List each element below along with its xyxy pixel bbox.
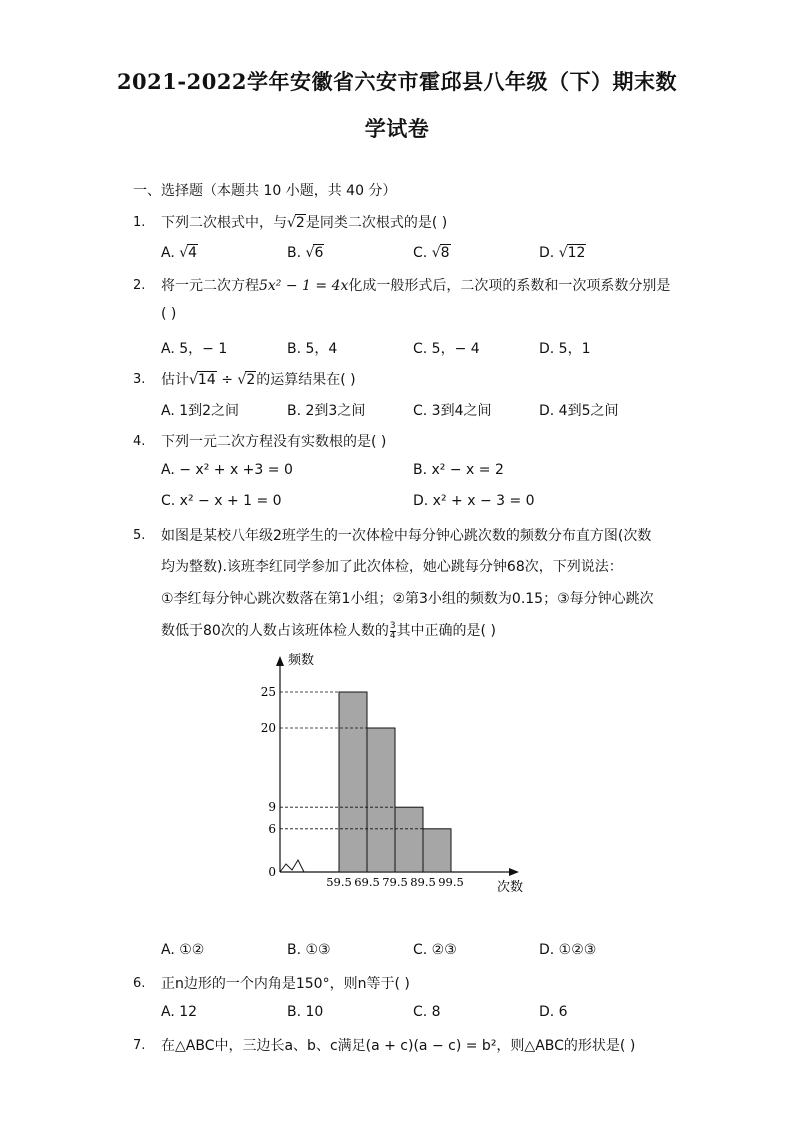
question-6-text: 正n边形的一个内角是150°，则n等于( ) bbox=[161, 976, 410, 992]
x-tick-label: 59.5 bbox=[326, 875, 352, 889]
question-number: 6. bbox=[133, 976, 146, 991]
question-2-blank: ( ) bbox=[161, 306, 177, 322]
histogram-bar bbox=[367, 728, 395, 872]
option-b[interactable]: B. √6 bbox=[287, 245, 324, 261]
question-5-line2: 均为整数).该班李红同学参加了此次体检，她心跳每分钟68次，下列说法： bbox=[161, 559, 623, 575]
question-2-text: 将一元二次方程5x² − 1 = 4x化成一般形式后，二次项的系数和一次项系数分别是 bbox=[161, 278, 671, 294]
option-b[interactable]: B. 10 bbox=[287, 1004, 324, 1020]
option-a[interactable]: A. ①② bbox=[161, 942, 205, 958]
option-d[interactable]: D. 5，1 bbox=[539, 341, 591, 357]
equation: 5x² − 1 = 4x bbox=[259, 278, 349, 294]
y-axis-label: 频数 bbox=[288, 653, 315, 668]
y-tick-label: 9 bbox=[268, 800, 276, 815]
option-c[interactable]: C. ②③ bbox=[413, 942, 457, 958]
x-axis-arrow bbox=[509, 868, 519, 876]
question-number: 2. bbox=[133, 278, 146, 293]
question-number: 3. bbox=[133, 372, 146, 387]
option-c[interactable]: C. x² − x + 1 = 0 bbox=[161, 493, 282, 509]
option-d[interactable]: D. 4到5之间 bbox=[539, 403, 619, 419]
y-tick-label: 0 bbox=[268, 865, 276, 879]
option-d[interactable]: D. √12 bbox=[539, 245, 586, 261]
question-3-text: 估计√14 ÷ √2的运算结果在( ) bbox=[161, 372, 356, 388]
option-b[interactable]: B. 5，4 bbox=[287, 341, 338, 357]
page-title-line2: 学试卷 bbox=[364, 116, 430, 141]
y-tick-label: 20 bbox=[260, 721, 276, 735]
option-c[interactable]: C. 8 bbox=[413, 1004, 441, 1020]
option-a[interactable]: A. 1到2之间 bbox=[161, 403, 240, 419]
question-7-text: 在△ABC中，三边长a、b、c满足(a + c)(a − c) = b²，则△ABC的形状是( ) bbox=[161, 1038, 636, 1054]
histogram-bar bbox=[395, 807, 423, 872]
question-5-line1: 如图是某校八年级2班学生的一次体检中每分钟心跳次数的频数分布直方图(次数 bbox=[161, 528, 652, 544]
question-4-text: 下列一元二次方程没有实数根的是( ) bbox=[161, 434, 387, 450]
x-axis-label: 次数 bbox=[497, 880, 524, 895]
option-c[interactable]: C. √8 bbox=[413, 245, 450, 261]
q1-text-b: 是同类二次根式的是( ) bbox=[305, 215, 448, 231]
y-tick-label: 25 bbox=[260, 685, 276, 699]
q1-radicand: 2 bbox=[295, 215, 305, 231]
question-number: 1. bbox=[133, 215, 146, 230]
y-tick-label: 6 bbox=[268, 821, 276, 836]
question-number: 5. bbox=[133, 528, 146, 543]
x-tick-label: 79.5 bbox=[382, 875, 408, 889]
histogram-chart bbox=[255, 648, 545, 900]
question-number: 4. bbox=[133, 434, 146, 449]
histogram-bar bbox=[339, 692, 367, 872]
option-a[interactable]: A. 5，− 1 bbox=[161, 341, 228, 357]
option-b[interactable]: B. x² − x = 2 bbox=[413, 462, 504, 478]
histogram-bar bbox=[423, 829, 451, 872]
y-axis-arrow bbox=[276, 656, 284, 666]
option-c[interactable]: C. 3到4之间 bbox=[413, 403, 492, 419]
q1-text-a: 下列二次根式中，与 bbox=[161, 215, 287, 231]
fraction: $\frac{3}{4}$ bbox=[389, 620, 396, 641]
axis-break bbox=[280, 860, 304, 872]
option-a[interactable]: A. √4 bbox=[161, 245, 198, 261]
option-c[interactable]: C. 5，− 4 bbox=[413, 341, 480, 357]
question-5-line3: ①李红每分钟心跳次数落在第1小组；②第3小组的频数为0.15；③每分钟心跳次 bbox=[161, 591, 654, 607]
option-a[interactable]: A. − x² + x +3 = 0 bbox=[161, 462, 293, 478]
option-b[interactable]: B. 2到3之间 bbox=[287, 403, 366, 419]
option-a[interactable]: A. 12 bbox=[161, 1004, 198, 1020]
question-1-text: 下列二次根式中，与√2是同类二次根式的是( ) bbox=[161, 215, 448, 231]
x-tick-label: 89.5 bbox=[410, 875, 436, 889]
option-b[interactable]: B. ①③ bbox=[287, 942, 331, 958]
page-title: 2021-2022学年安徽省六安市霍邱县八年级（下）期末数 bbox=[116, 69, 678, 94]
option-d[interactable]: D. ①②③ bbox=[539, 942, 597, 958]
question-5-line4: 数低于80次的人数占该班体检人数的 $\frac{3}{4}$ 其中正确的是( ) bbox=[161, 620, 496, 641]
question-number: 7. bbox=[133, 1038, 146, 1053]
option-d[interactable]: D. 6 bbox=[539, 1004, 568, 1020]
option-d[interactable]: D. x² + x − 3 = 0 bbox=[413, 493, 535, 509]
x-tick-label: 99.5 bbox=[438, 875, 464, 889]
x-tick-label: 69.5 bbox=[354, 875, 380, 889]
section-header: 一、选择题（本题共 10 小题，共 40 分） bbox=[133, 183, 397, 199]
